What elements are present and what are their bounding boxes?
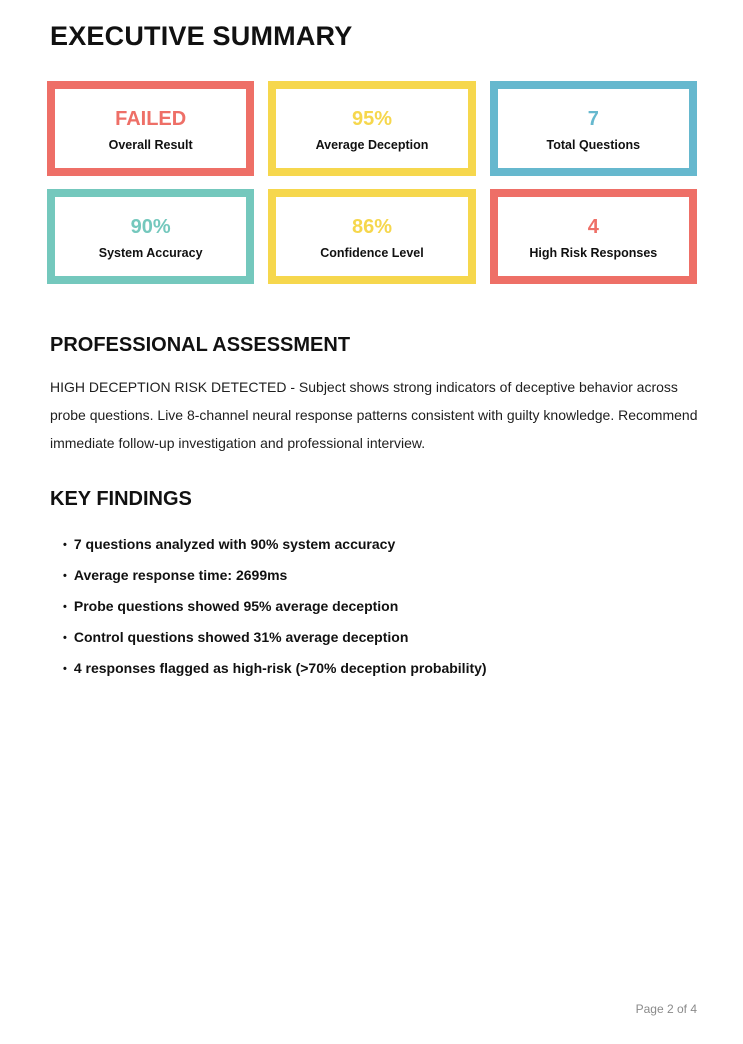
stat-label-confidence-level: Confidence Level <box>320 246 424 261</box>
key-finding-text: 7 questions analyzed with 90% system accuracy <box>73 536 396 552</box>
stat-card-system-accuracy <box>47 189 254 284</box>
stat-label-system-accuracy: System Accuracy <box>98 246 203 261</box>
summary-cards-grid <box>47 81 697 284</box>
stat-label-high-risk-responses: High Risk Responses <box>529 246 658 261</box>
stat-label-overall-result: Overall Result <box>108 138 193 153</box>
key-finding-item <box>63 623 697 654</box>
bullet-marker: • <box>63 601 67 613</box>
stat-card-overall-result <box>47 81 254 176</box>
key-finding-text: Probe questions showed 95% average deception <box>73 598 399 614</box>
bullet-marker: • <box>63 632 67 644</box>
bullet-marker: • <box>63 663 67 675</box>
stat-card-average-deception <box>268 81 475 176</box>
key-findings-section <box>50 488 697 685</box>
stat-value-high-risk-responses: 4 <box>587 216 599 239</box>
stat-value-confidence-level: 86% <box>351 216 392 239</box>
professional-assessment-heading: PROFESSIONAL ASSESSMENT <box>50 334 351 356</box>
key-finding-text: Control questions showed 31% average deception <box>73 629 409 645</box>
bullet-marker: • <box>63 570 67 582</box>
professional-assessment-body: HIGH DECEPTION RISK DETECTED - Subject shows strong indicators of deceptive behavior across probe questions. Live 8-channel neural response patterns consistent with guilty knowledge. Recommend immediate follow-up investigation and professional interview. <box>50 379 698 451</box>
stat-card-total-questions <box>490 81 697 176</box>
professional-assessment-section <box>50 334 697 457</box>
page-title: EXECUTIVE SUMMARY <box>50 21 353 51</box>
stat-value-overall-result: FAILED <box>115 108 187 131</box>
key-finding-item <box>63 654 697 685</box>
stat-label-average-deception: Average Deception <box>315 138 429 153</box>
stat-value-total-questions: 7 <box>587 108 599 131</box>
key-finding-text: 4 responses flagged as high-risk (>70% deception probability) <box>73 660 487 676</box>
key-finding-text: Average response time: 2699ms <box>73 567 288 583</box>
stat-value-system-accuracy: 90% <box>130 216 171 239</box>
key-findings-list <box>50 530 697 685</box>
stat-card-confidence-level <box>268 189 475 284</box>
key-findings-heading: KEY FINDINGS <box>50 488 192 510</box>
bullet-marker: • <box>63 539 67 551</box>
stat-value-average-deception: 95% <box>351 108 392 131</box>
stat-card-high-risk-responses <box>490 189 697 284</box>
key-finding-item <box>63 592 697 623</box>
key-finding-item <box>63 561 697 592</box>
key-finding-item <box>63 530 697 561</box>
page-number: Page 2 of 4 <box>635 1002 697 1016</box>
stat-label-total-questions: Total Questions <box>546 138 641 153</box>
